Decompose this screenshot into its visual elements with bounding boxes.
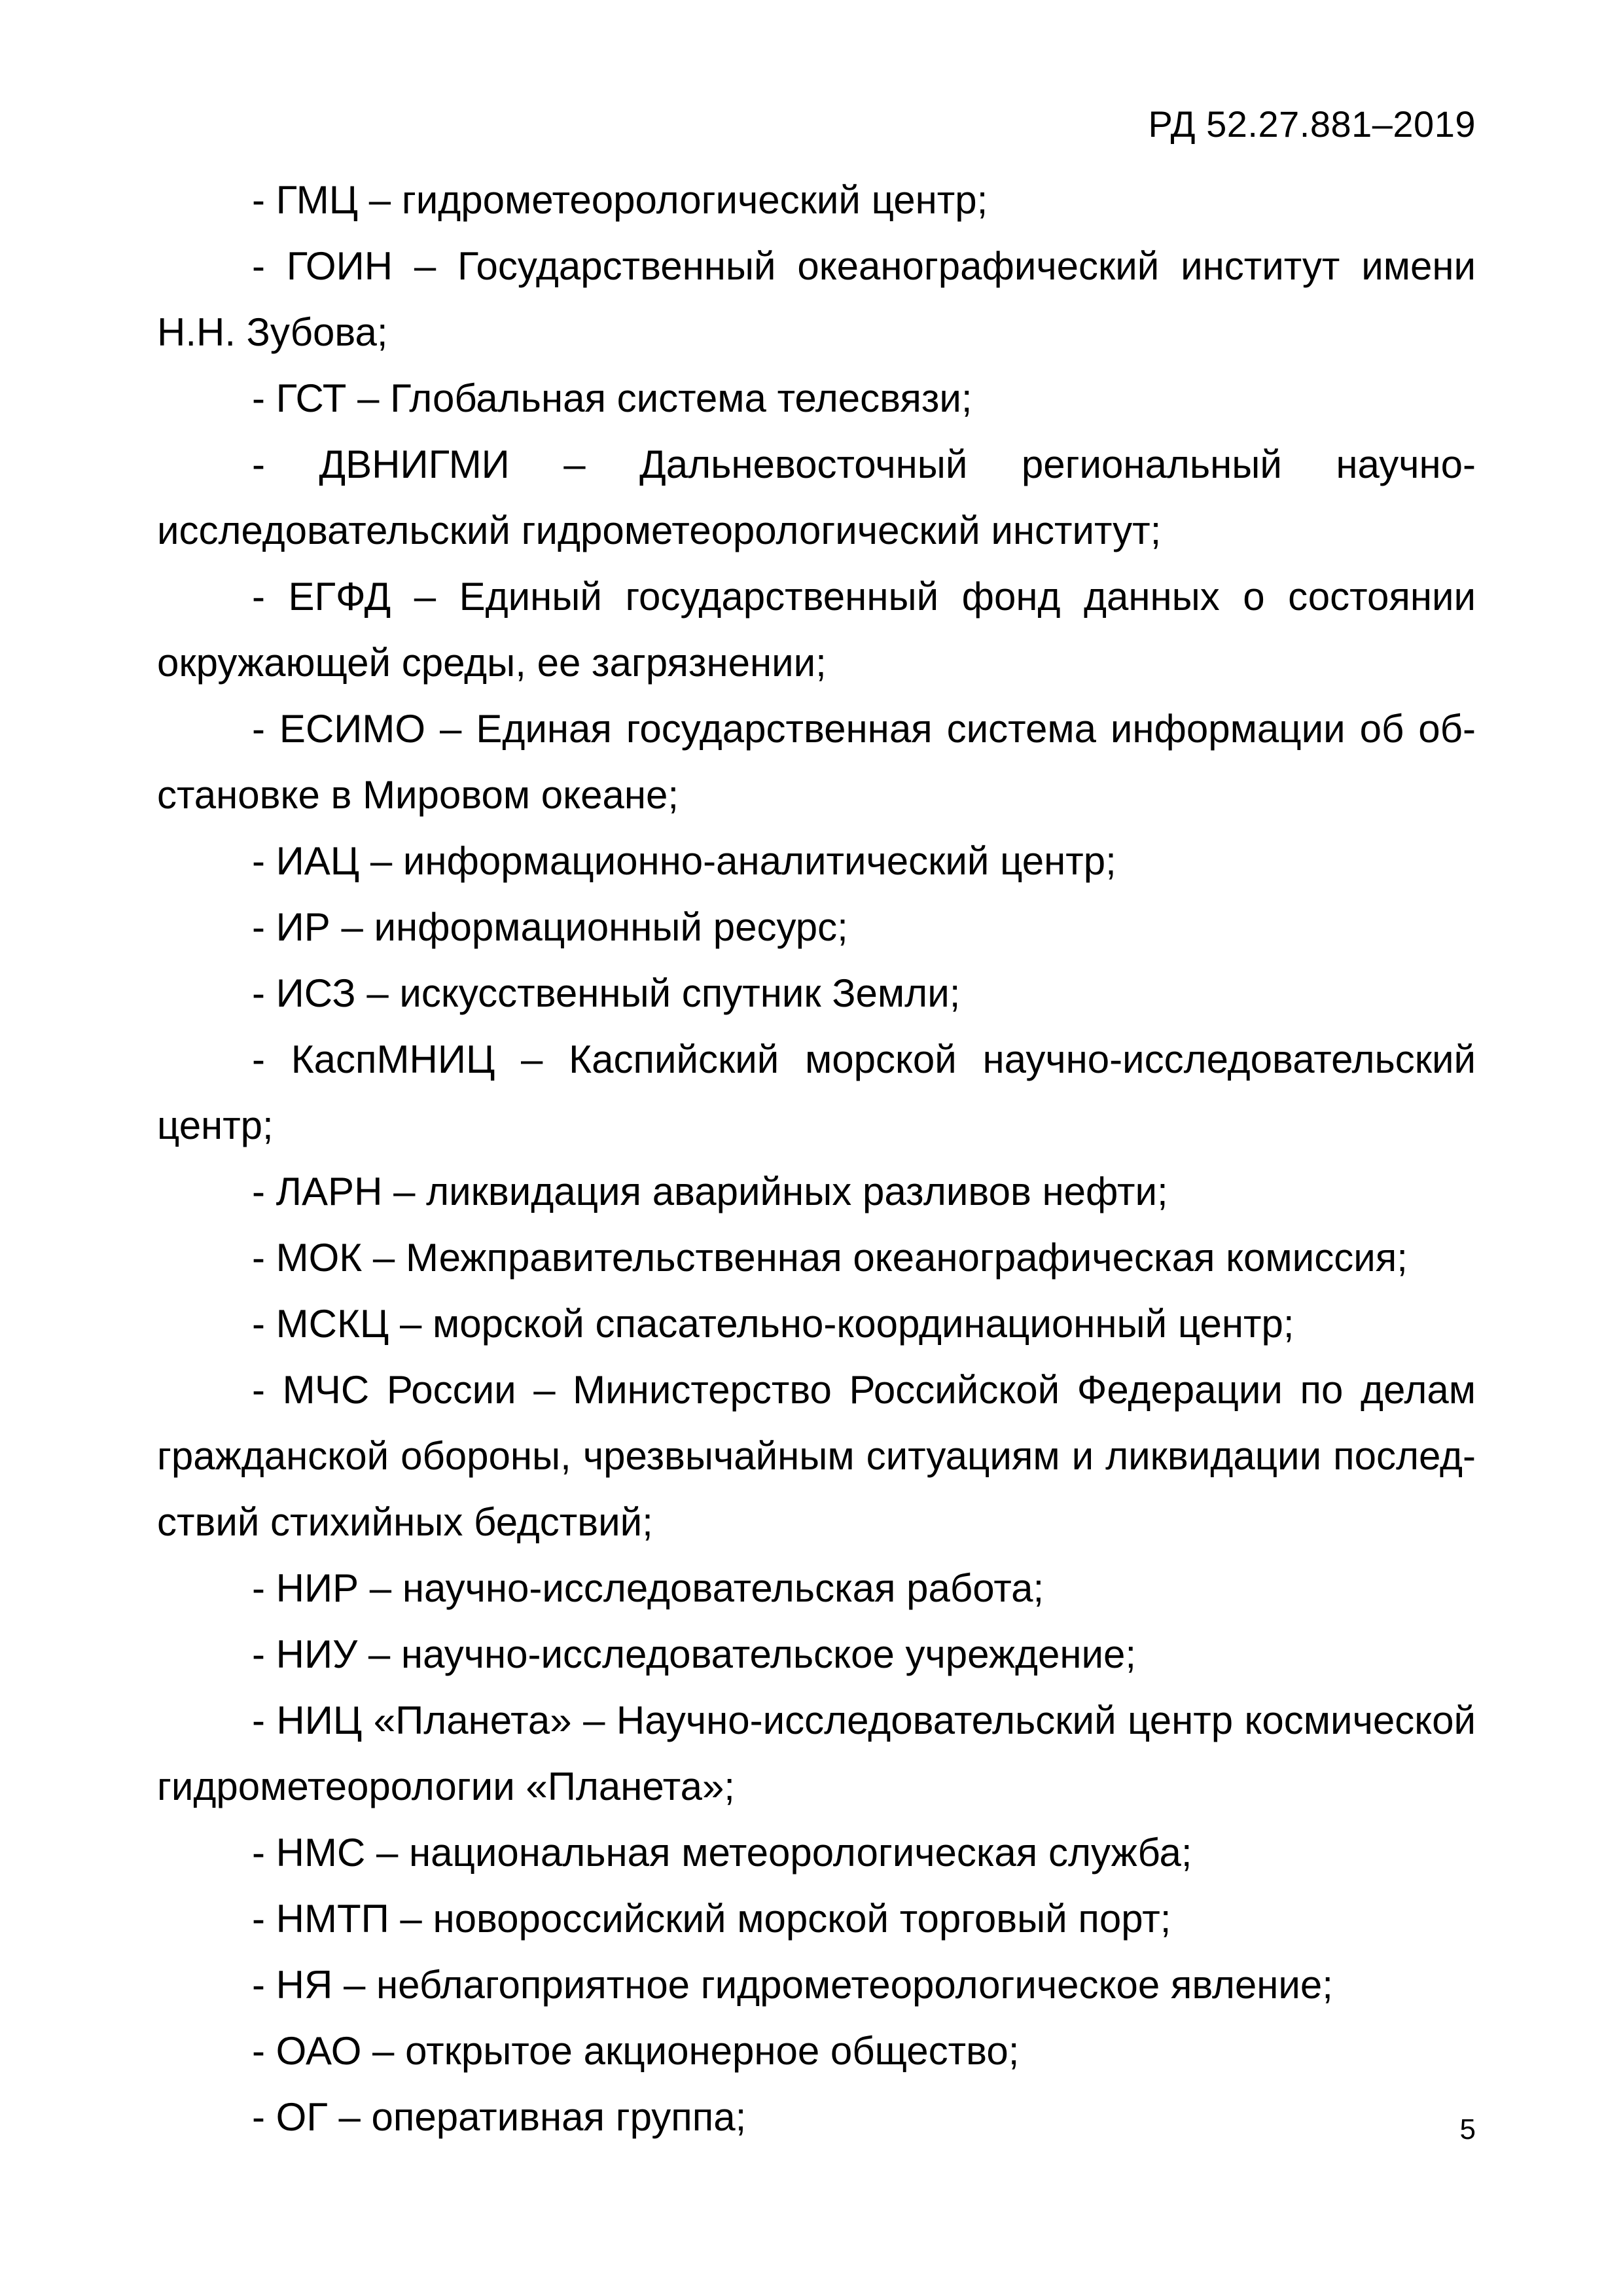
list-item: - НИЦ «Планета» – Научно-исследовательский центр космической гидрометеорологии «Планета»; — [157, 1698, 1476, 1808]
list-item: - НЯ – неблагоприятное гидрометеорологическое явление; — [252, 1963, 1333, 2007]
list-item: - НИР – научно-исследовательская работа; — [252, 1566, 1044, 1610]
list-item: - ДВНИГМИ – Дальневосточный региональный научно-исследовательский гидрометеорологический институт; — [157, 442, 1476, 552]
list-item: - ОГ – оперативная группа; — [252, 2095, 747, 2139]
list-item: - ЕГФД – Единый государственный фонд данных о состоянии окружающей среды, ее загрязнении; — [157, 575, 1476, 685]
list-item: - НМС – национальная метеорологическая служба; — [252, 1831, 1192, 1874]
page-number: 5 — [1459, 2113, 1476, 2145]
list-item: - ИАЦ – информационно-аналитический центр; — [252, 839, 1116, 883]
list-item: - ГМЦ – гидрометеорологический центр; — [252, 178, 988, 222]
list-item: - ИР – информационный ресурс; — [252, 905, 848, 949]
list-item: - ЛАРН – ликвидация аварийных разливов нефти; — [252, 1170, 1168, 1213]
list-item: - НИУ – научно-исследовательское учреждение; — [252, 1632, 1137, 1676]
document-code: РД 52.27.881–2019 — [1148, 103, 1476, 145]
list-item: - МОК – Межправительственная океанографическая комиссия; — [252, 1236, 1408, 1280]
list-item: - НМТП – новороссийский морской торговый порт; — [252, 1897, 1171, 1941]
list-item: - ОАО – открытое акционерное общество; — [252, 2029, 1020, 2073]
list-item: - КаспМНИЦ – Каспийский морской научно-исследовательский центр; — [157, 1037, 1476, 1147]
abbreviation-list — [157, 167, 1476, 2150]
list-item: - МЧС России – Министерство Российской Федерации по делам гражданской обороны, чрезвычайным ситуациям и ликвидации последствий стихийных бедствий; — [157, 1368, 1476, 1544]
list-item: - ГОИН – Государственный океанографический институт имени Н.Н. Зубова; — [157, 244, 1476, 354]
list-item: - ГСТ – Глобальная система телесвязи; — [252, 376, 972, 420]
list-item: - ЕСИМО – Единая государственная система информации об обстановке в Мировом океане; — [157, 707, 1476, 817]
list-item: - МСКЦ – морской спасательно-координационный центр; — [252, 1302, 1294, 1346]
list-item: - ИСЗ – искусственный спутник Земли; — [252, 971, 961, 1015]
